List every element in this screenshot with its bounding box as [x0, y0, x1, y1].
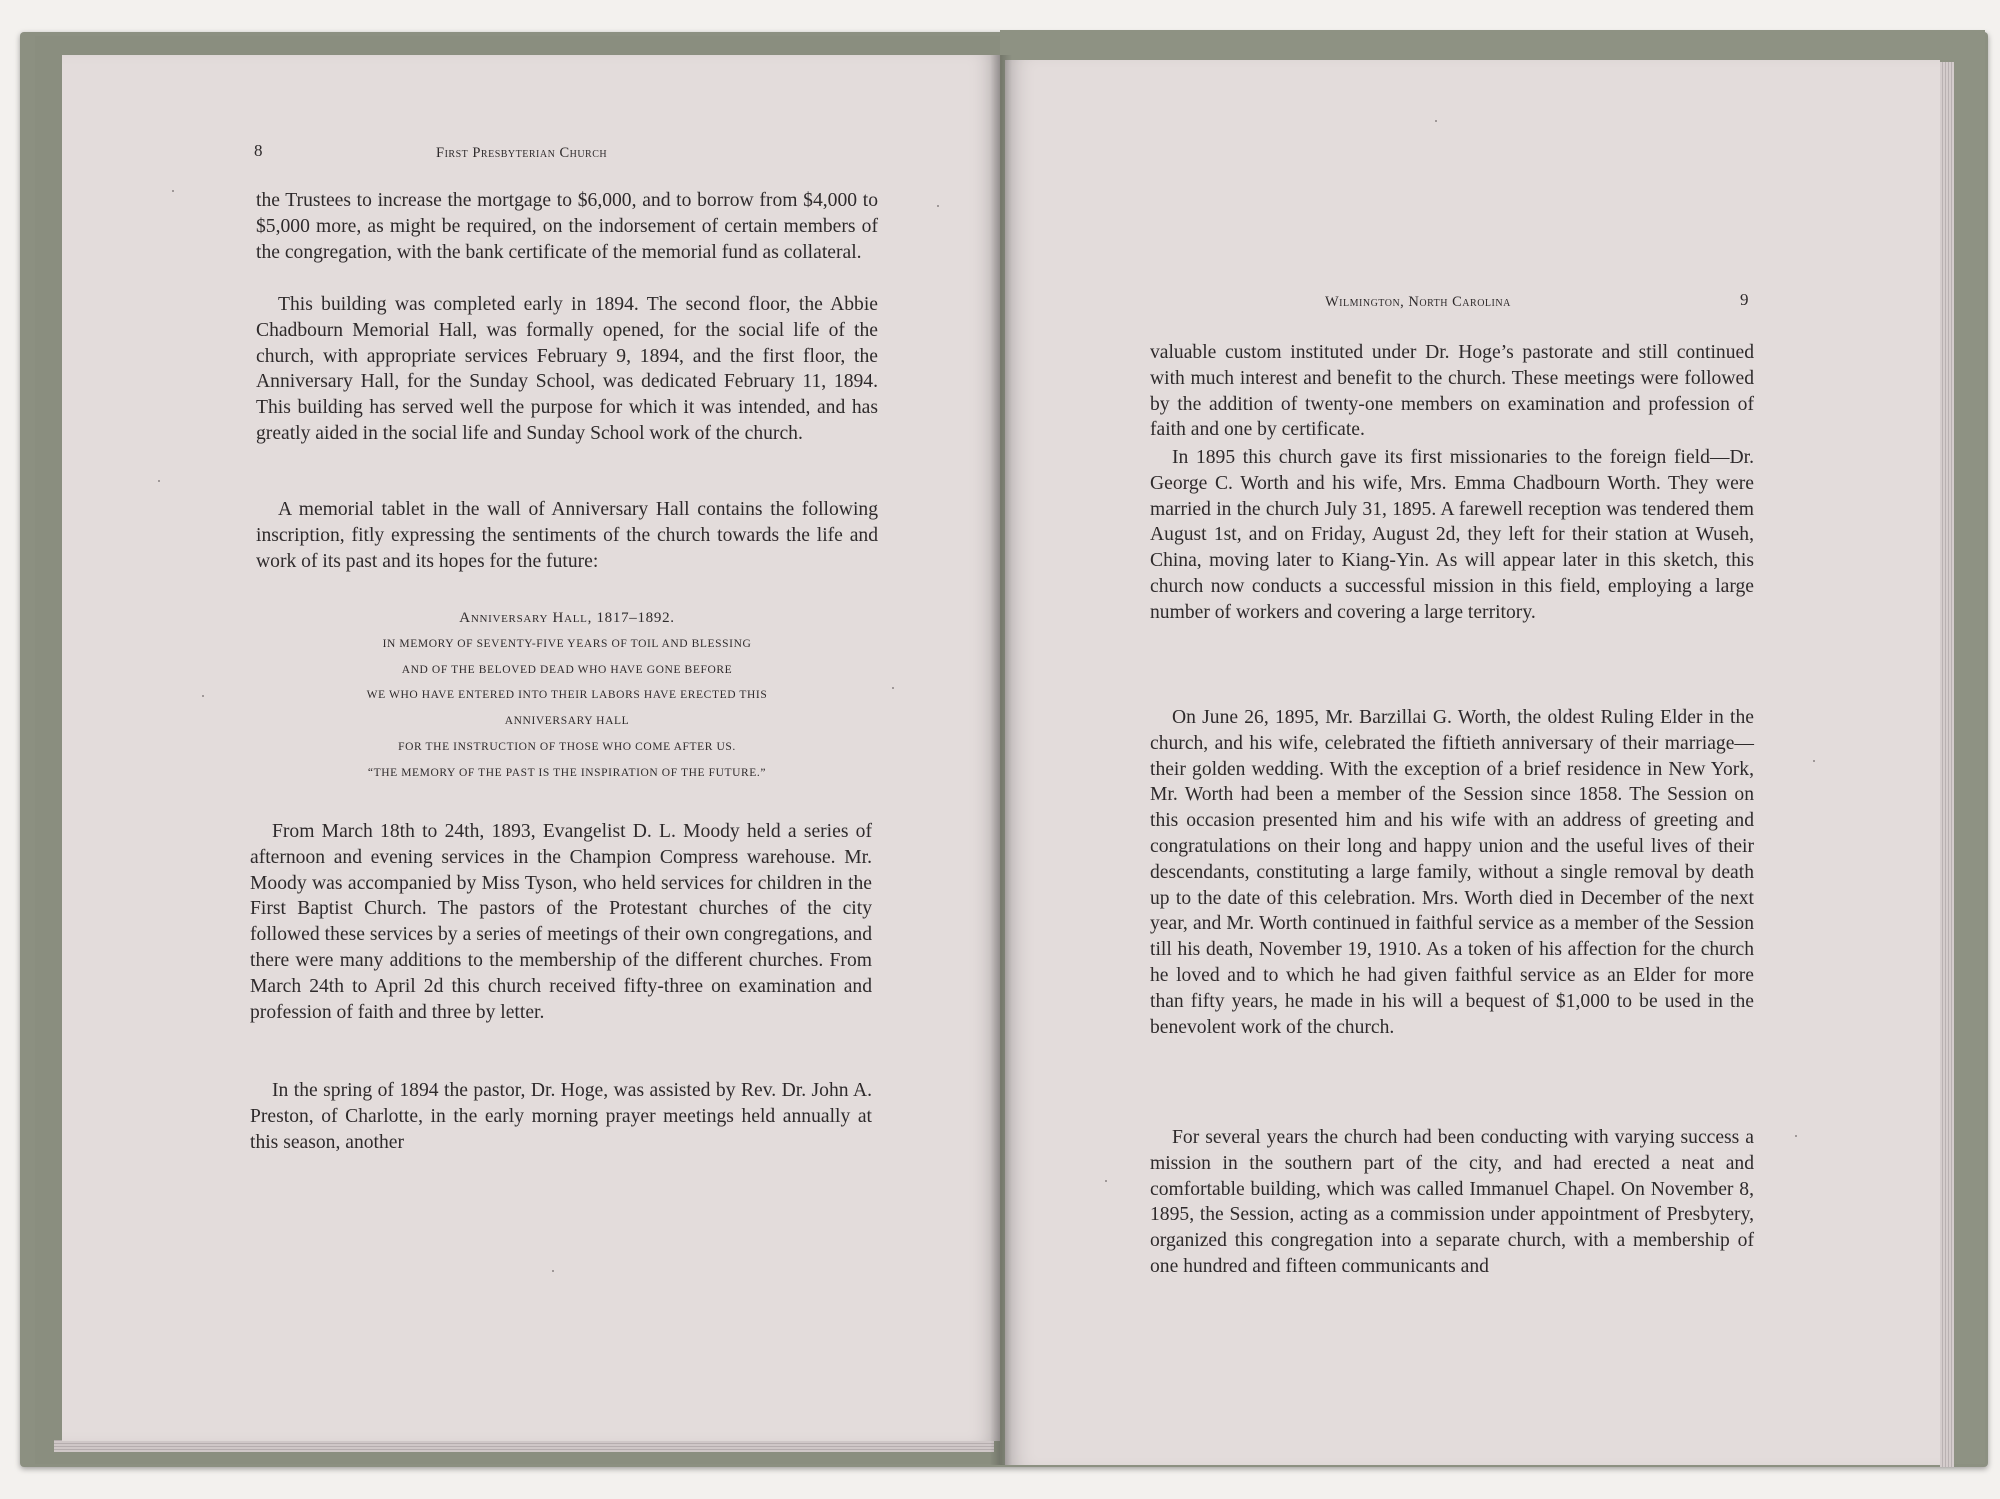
paper-speck [937, 205, 939, 207]
right-paragraph-3: On June 26, 1895, Mr. Barzillai G. Worth, the oldest Ruling Elder in the church, and his wife, celebrated the fiftieth anniversary of their marriage—their golden wedding. With the exception of a brief residence in New York, Mr. Worth had been a member of the Session since 1858. The Session on this occasion presented him and his wife with an address of greeting and congratulations on their long and happy union and the useful lives of their descendants, constituting a large family, without a single removal by death up to the date of this celebration. Mrs. Worth died in December of the next year, and Mr. Worth continued in faithful service as a member of the Session till his death, November 19, 1910. As a token of his affection for the church he loved and to which he had given faithful service as an Elder for more than fifty years, he made in his will a bequest of $1,000 to be used in the benevolent work of the church. [1150, 707, 1754, 1038]
paper-speck [892, 687, 894, 689]
left-paragraph-4: From March 18th to 24th, 1893, Evangelist D. L. Moody held a series of afternoon and evening services in the Champion Compress warehouse. Mr. Moody was accompanied by Miss Tyson, who held services for children in the First Baptist Church. The pastors of the Protestant churches of the city followed these services by a series of meetings of their own congregations, and there were many additions to the membership of the different churches. From March 24th to April 2d this church received fifty-three on examination and profession of faith and three by letter. [250, 821, 872, 1023]
left-running-header: First Presbyterian Church [436, 145, 608, 161]
right-running-header: Wilmington, North Carolina [1325, 294, 1511, 310]
left-paragraph-3: A memorial tablet in the wall of Anniversary Hall contains the following inscription, fitly expressing the sentiments of the church towards the life and work of its past and its hopes for the future: [256, 499, 878, 572]
left-paragraph-1: the Trustees to increase the mortgage to $6,000, and to borrow from $4,000 to $5,000 more, as might be required, on the indorsement of certain members of the congregation, with the bank certificate of the memorial fund as collateral. [256, 190, 878, 263]
paper-speck [1105, 1180, 1107, 1182]
inscription-line: AND OF THE BELOVED DEAD WHO HAVE GONE BEFORE [401, 663, 733, 676]
left-page-number: 8 [254, 141, 263, 160]
inscription-line: WE WHO HAVE ENTERED INTO THEIR LABORS HAVE ERECTED THIS [366, 689, 768, 702]
right-paragraph-2: In 1895 this church gave its first missionaries to the foreign field—Dr. George C. Worth and his wife, Mrs. Emma Chadbourn Worth. They were married in the church July 31, 1895. A farewell reception was tendered them August 1st, and on Friday, August 2d, they left for their station at Wuseh, China, moving later to Kiang-Yin. As will appear later in this sketch, this church now conducts a successful mission in this field, employing a large number of workers and covering a large territory. [1150, 447, 1754, 623]
left-page [62, 55, 1000, 1441]
paper-speck [552, 1270, 554, 1272]
paper-speck [1435, 120, 1437, 122]
right-paragraph-1: valuable custom instituted under Dr. Hoge’s pastorate and still continued with much interest and benefit to the church. These meetings were followed by the addition of twenty-one members on examination and profession of faith and one by certificate. [1150, 342, 1754, 441]
paper-speck [158, 480, 160, 482]
inscription-line: IN MEMORY OF SEVENTY-FIVE YEARS OF TOIL AND BLESSING [382, 637, 752, 650]
paper-speck [1813, 760, 1815, 762]
right-page-number: 9 [1740, 290, 1749, 309]
right-page [1005, 60, 1940, 1465]
page-edges-right [1940, 62, 1954, 1467]
memorial-inscription [256, 606, 878, 787]
inscription-title: Anniversary Hall, 1817–1892. [459, 610, 675, 626]
inscription-line: ANNIVERSARY HALL [504, 715, 630, 728]
left-paragraph-5: In the spring of 1894 the pastor, Dr. Hoge, was assisted by Rev. Dr. John A. Preston, of Charlotte, in the early morning prayer meetings held annually at this season, another [250, 1080, 872, 1153]
paper-speck [202, 695, 204, 697]
left-paragraph-2: This building was completed early in 1894. The second floor, the Abbie Chadbourn Memorial Hall, was formally opened, for the social life of the church, with appropriate services February 9, 1894, and the first floor, the Anniversary Hall, for the Sunday School, was dedicated February 11, 1894. This building has served well the purpose for which it was intended, and has greatly aided in the social life and Sunday School work of the church. [256, 294, 878, 444]
book-gutter [990, 55, 1012, 1465]
paper-speck [172, 190, 174, 192]
right-paragraph-4: For several years the church had been conducting with varying success a mission in the southern part of the city, and had erected a neat and comfortable building, which was called Immanuel Chapel. On November 8, 1895, the Session, acting as a commission under appointment of Presbytery, organized this congregation into a separate church, with a membership of one hundred and fifteen communicants and [1150, 1127, 1754, 1277]
paper-speck [1795, 1135, 1797, 1137]
inscription-line: “THE MEMORY OF THE PAST IS THE INSPIRATION OF THE FUTURE.” [367, 766, 767, 779]
inscription-line: FOR THE INSTRUCTION OF THOSE WHO COME AFTER US. [398, 740, 736, 753]
page-edges-bottom [54, 1440, 994, 1452]
